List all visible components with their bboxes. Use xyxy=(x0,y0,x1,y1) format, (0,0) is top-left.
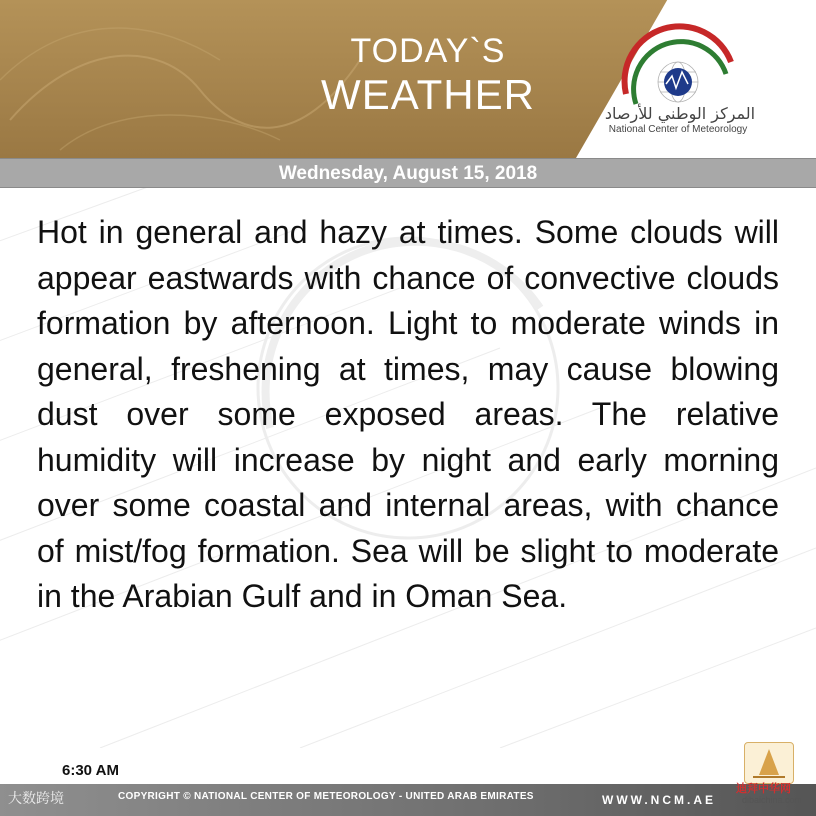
dibaichina-logo-icon xyxy=(744,742,794,784)
watermark-left-text: 大数跨境 xyxy=(8,791,64,807)
footer-bar xyxy=(0,784,816,816)
issue-time: 6:30 AM xyxy=(62,762,119,779)
title-line-today: TODAY`S xyxy=(350,32,506,70)
title-line-weather: WEATHER xyxy=(321,71,535,118)
forecast-date: Wednesday, August 15, 2018 xyxy=(278,163,538,184)
forecast-text: Hot in general and hazy at times. Some clouds will appear eastwards with chance of convective clouds formation by afternoon. Light to moderate winds in general, freshening at times, may cause blowing dust over some exposed areas. The relative humidity will increase by night and early morning over some coastal and internal areas, with chance of mist/fog formation. Sea will be slight to moderate in the Arabian Gulf and in Oman Sea. xyxy=(37,214,779,614)
logo-english-text: National Center of Meteorology xyxy=(608,124,748,135)
logo-arabic-text: المركز الوطني للأرصاد xyxy=(604,104,756,123)
watermark-right-site: dibaichina.com xyxy=(742,795,803,805)
footer-website: WWW.NCM.AE xyxy=(602,793,716,807)
date-bar xyxy=(0,158,816,188)
page-title xyxy=(278,34,578,116)
watermark-right-chinese: 迪拜中华网 xyxy=(736,783,791,795)
footer-copyright: COPYRIGHT © NATIONAL CENTER OF METEOROLOGY - UNITED ARAB EMIRATES xyxy=(118,791,534,802)
